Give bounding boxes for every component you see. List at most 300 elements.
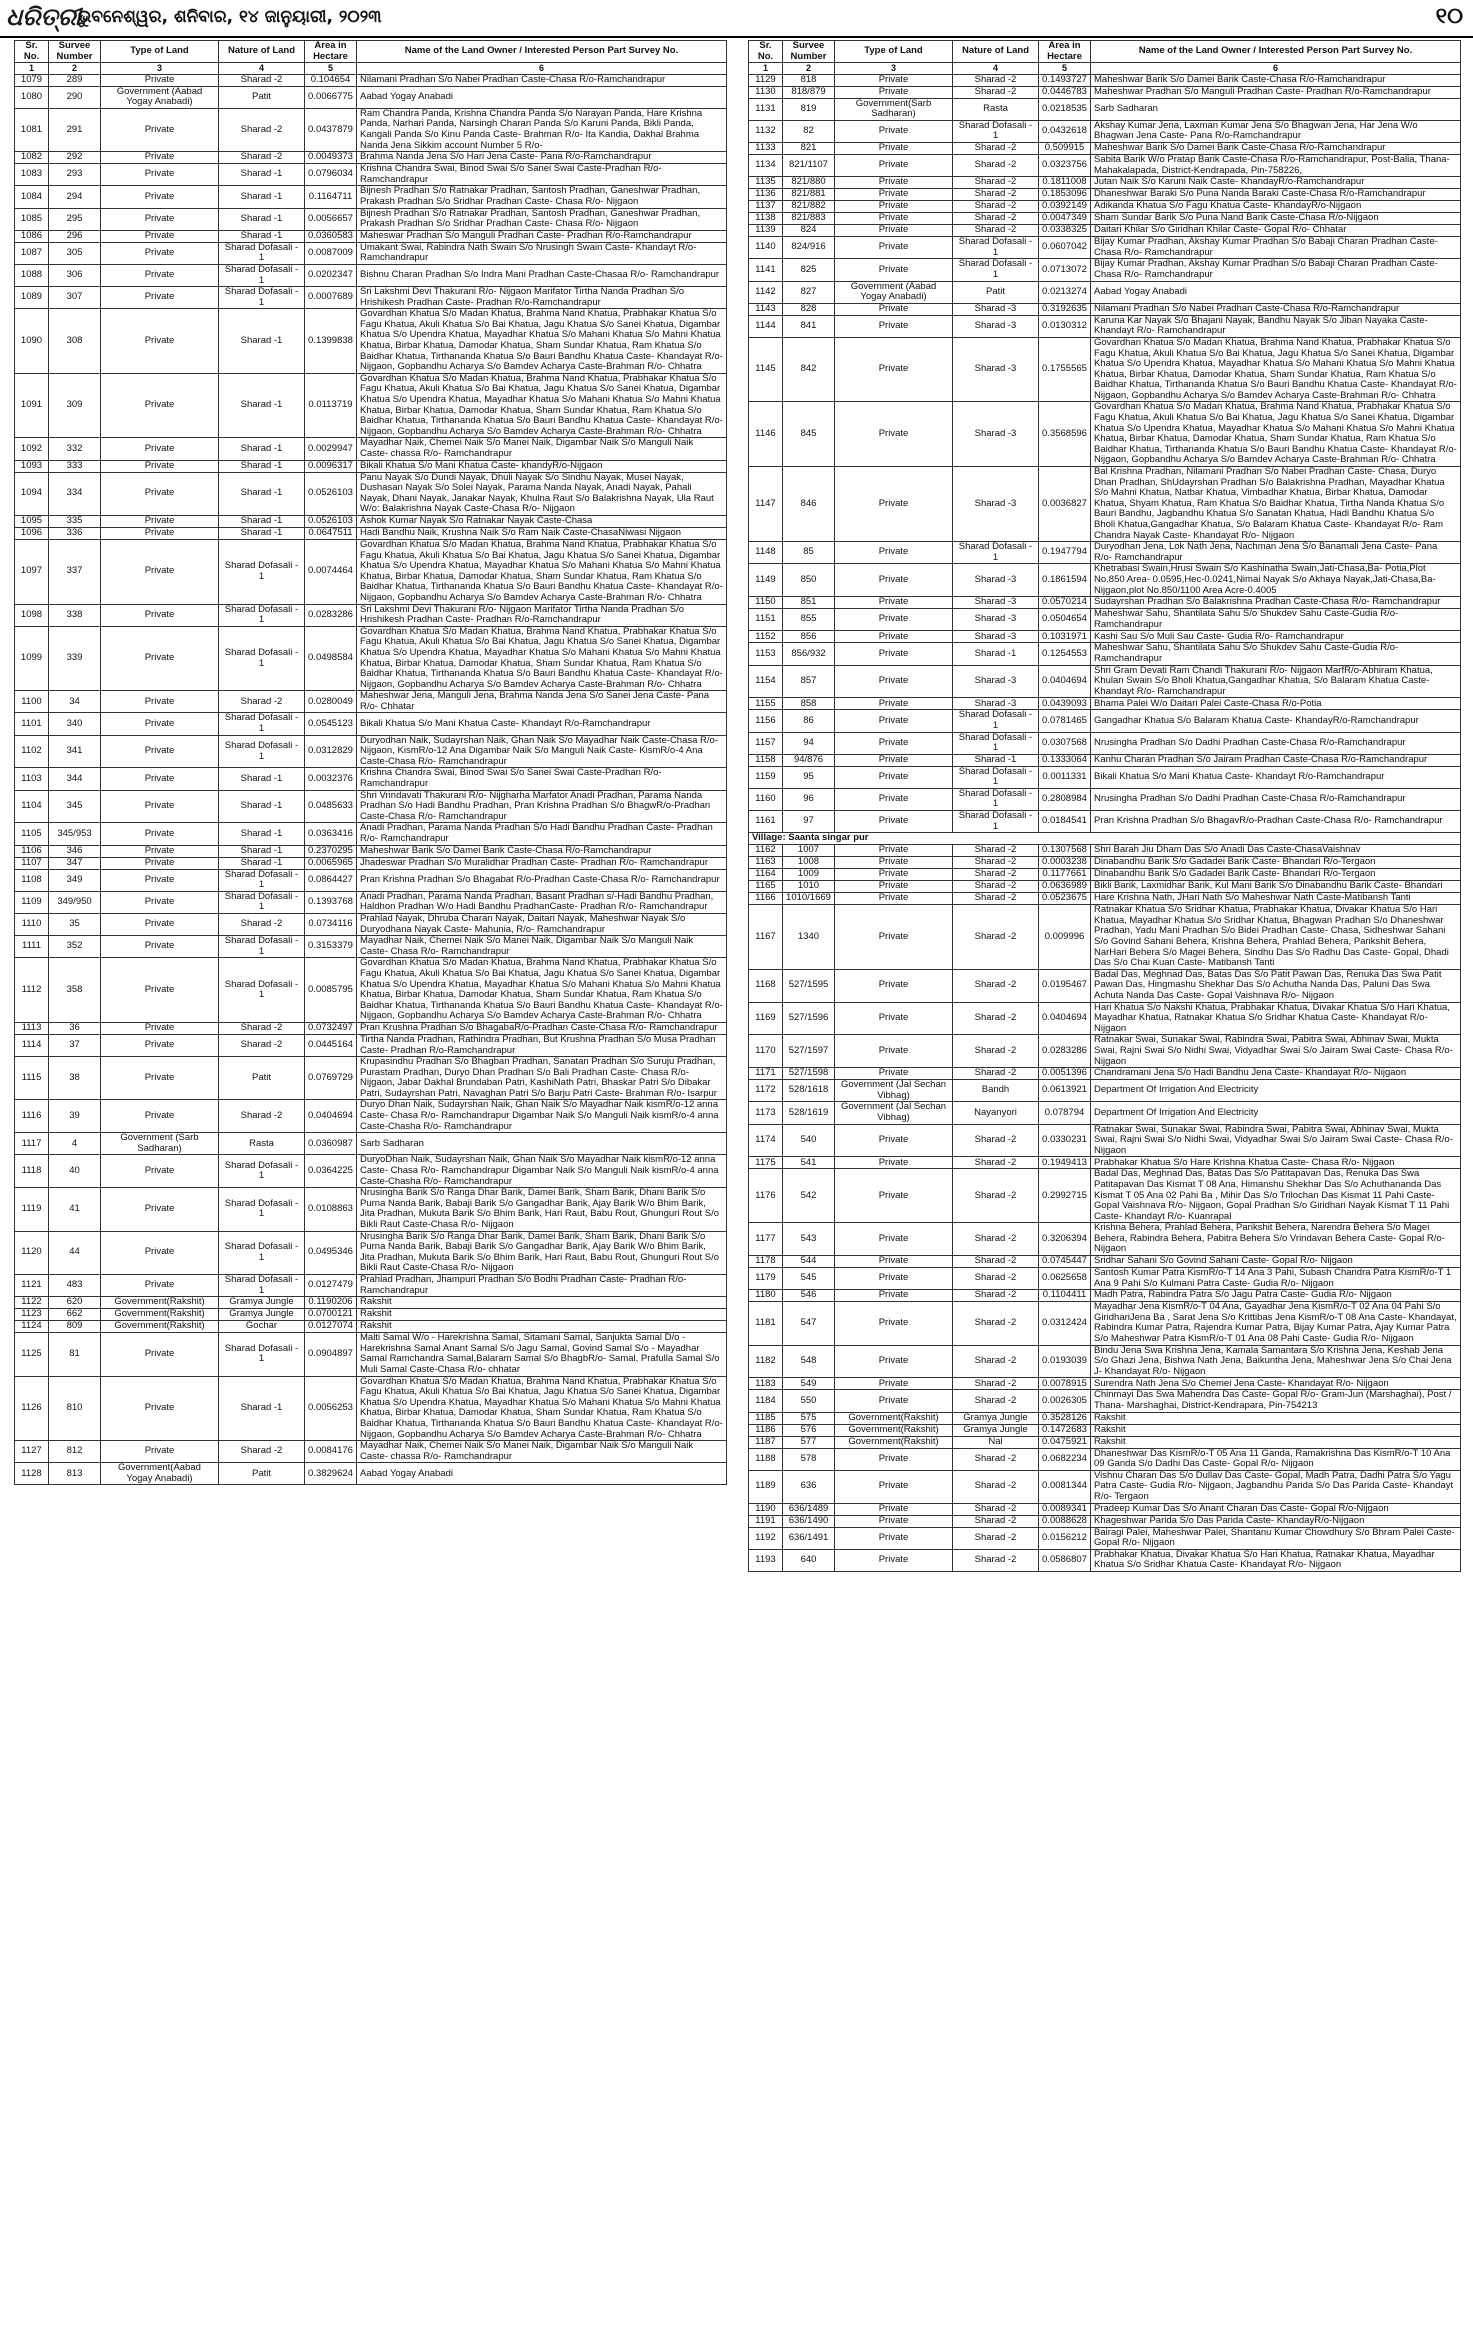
cell-survey-number: 39 bbox=[49, 1100, 101, 1133]
cell-type-of-land: Private bbox=[101, 539, 219, 604]
cell-type-of-land: Private bbox=[835, 665, 953, 698]
cell-sr-no: 1113 bbox=[15, 1022, 49, 1034]
cell-sr-no: 1085 bbox=[15, 208, 49, 230]
cell-owner: Jhadeswar Pradhan S/o Muralidhar Pradhan Caste- Pradhan R/o- Ramchandrapur bbox=[357, 857, 727, 869]
table-row bbox=[749, 1412, 1461, 1424]
cell-owner: Daitari Khilar S/o Giridhan Khilar Caste- Gopal R/o- Chhatar bbox=[1091, 225, 1461, 237]
header-row bbox=[749, 41, 1461, 63]
cell-area: 0.0193039 bbox=[1039, 1345, 1091, 1378]
cell-owner: Ram Chandra Panda, Krishna Chandra Panda S/o Narayan Panda, Hare Krishna Panda, Narhari Panda, Narsingh Charan Panda S/o Karuni Panda, Bikli Panda, Kangali Panda S/o Kinu Panda Caste- Brahman R/o- Ita Kandia, Dakhal Brahma Nanda Jena Sikkim account Number 5 R/o- bbox=[357, 108, 727, 151]
cell-sr-no: 1189 bbox=[749, 1470, 783, 1503]
cell-area: 0.0032376 bbox=[305, 768, 357, 790]
cell-area: 0.0392149 bbox=[1039, 201, 1091, 213]
cell-type-of-land: Private bbox=[835, 857, 953, 869]
cell-owner: Shri Barah Jiu Dham Das S/o Anadi Das Caste-ChasaVaishnav bbox=[1091, 845, 1461, 857]
cell-survey-number: 295 bbox=[49, 208, 101, 230]
cell-survey-number: 636/1489 bbox=[783, 1503, 835, 1515]
cell-sr-no: 1095 bbox=[15, 515, 49, 527]
table-row bbox=[749, 631, 1461, 643]
cell-owner: Bhama Palei W/o Daitari Palei Caste-Chasa R/o-Potia bbox=[1091, 698, 1461, 710]
cell-owner: Krishna Behera, Prahlad Behera, Parikshit Behera, Narendra Behera S/o Magei Behera, Rabindra Behera, Pabitra Behera S/o Vrindavan Behera Caste- Gopal R/o- Nijgaon bbox=[1091, 1223, 1461, 1256]
table-row bbox=[15, 1133, 727, 1155]
cell-survey-number: 305 bbox=[49, 242, 101, 264]
cell-owner: Govardhan Khatua S/o Madan Khatua, Brahma Nand Khatua, Prabhakar Khatua S/o Fagu Khatua, Akuli Khatua S/o Bai Khatua, Jagu Khatua S/o Sanei Khatua, Digambar Khatua S/o Upendra Khatua, Mayadhar Khatua S/o Mahani Khatua S/o Mahni Khatua Khatua, Birbar Khatua, Damodar Khatua, Sham Sundar Khatua, Ram Khatua S/o Baidhar Khatua, Tirthananda Khatua S/o Bauri Bandhu Khatua Caste- Khandayat R/o-Nijgaon, Gopbandhu Acharya S/o Bamdev Acharya Caste-Brahman R/o- Chhatra bbox=[357, 309, 727, 374]
cell-owner: Govardhan Khatua S/o Madan Khatua, Brahma Nand Khatua, Prabhakar Khatua S/o Fagu Khatua, Akuli Khatua S/o Bai Khatua, Jagu Khatua S/o Sanei Khatua, Digambar Khatua S/o Upendra Khatua, Mayadhar Khatua S/o Mahani Khatua S/o Mahni Khatua Khatua, Birbar Khatua, Damodar Khatua, Sham Sundar Khatua, Ram Khatua S/o Baidhar Khatua, Tirthananda Khatua S/o Bauri Bandhu Khatua Caste- Khandayat R/o-Nijgaon, Gopbandhu Acharya S/o Bamdev Acharya Caste-Brahman R/o- Chhatra bbox=[357, 958, 727, 1023]
cell-sr-no: 1140 bbox=[749, 237, 783, 259]
table-row bbox=[749, 1515, 1461, 1527]
cell-type-of-land: Private bbox=[835, 1256, 953, 1268]
cell-owner: Mayadhar Jena KismR/o-T 04 Ana, Gayadhar Jena KismR/o-T 02 Ana 04 Pahi S/o GiridhariJena Ba , Sarat Jena S/o Krittibas Jena KismR/o-T 08 Ana Caste- Khandayat, Rabindra Kumar Patra, Rajendra Kumar Patra, Bijay Kumar Patra, Ajay Kumar Patra S/o Maheshwar Patra KismR/o-T 01 Ana 08 Pahi Caste- Gudia R/o- Nijgaon bbox=[1091, 1302, 1461, 1345]
cell-survey-number: 821/1107 bbox=[783, 154, 835, 176]
table-row bbox=[749, 1527, 1461, 1549]
cell-sr-no: 1190 bbox=[749, 1503, 783, 1515]
cell-nature-of-land: Sharad Dofasali - 1 bbox=[953, 788, 1039, 810]
cell-owner: Mayadhar Naik, Chemei Naik S/o Manei Naik, Digambar Naik S/o Manguli Naik Caste- Chasa R/o- Ramchandrapur bbox=[357, 936, 727, 958]
cell-area: 0.0036827 bbox=[1039, 467, 1091, 542]
cell-area: 0.0081344 bbox=[1039, 1470, 1091, 1503]
cell-survey-number: 845 bbox=[783, 402, 835, 467]
cell-type-of-land: Government (Jal Sechan Vibhag) bbox=[835, 1080, 953, 1102]
cell-area: 0.0586807 bbox=[1039, 1549, 1091, 1571]
cell-owner: Bijnesh Pradhan S/o Ratnakar Pradhan, Santosh Pradhan, Ganeshwar Pradhan, Prakash Pradhan S/o Sridhar Pradhan Caste- Chasa R/o- Nijgaon bbox=[357, 208, 727, 230]
cell-nature-of-land: Sharad -1 bbox=[219, 373, 305, 438]
cell-owner: Sri Lakshmi Devi Thakurani R/o- Nijgaon Marifator Tirtha Nanda Pradhan S/o Hrishikesh Pradhan Caste- Pradhan R/o-Ramchandrapur bbox=[357, 604, 727, 626]
cell-nature-of-land: Sharad -2 bbox=[953, 869, 1039, 881]
cell-survey-number: 96 bbox=[783, 788, 835, 810]
cell-nature-of-land: Sharad Dofasali - 1 bbox=[219, 869, 305, 891]
table-row bbox=[15, 108, 727, 151]
cell-owner: Nrusingha Barik S/o Ranga Dhar Barik, Damei Barik, Sham Barik, Dhani Barik S/o Purna Nanda Barik, Babaji Barik S/o Gangadhar Barik, Ajay Barik W/o Bhim Barik, Jita Pradhan, Mukuta Barik S/o Bhim Barik, Hari Raut, Babu Rout, Ghunguri Rout S/o Bikli Raut Caste-Chasa R/o- Nijgaon bbox=[357, 1188, 727, 1231]
cell-type-of-land: Private bbox=[101, 1274, 219, 1296]
cell-owner: Bikali Khatua S/o Mani Khatua Caste- Khandayt R/o-Ramchandrapur bbox=[357, 713, 727, 735]
cell-area: 0.0127479 bbox=[305, 1274, 357, 1296]
cell-survey-number: 821/880 bbox=[783, 177, 835, 189]
cell-survey-number: 346 bbox=[49, 845, 101, 857]
cell-type-of-land: Private bbox=[101, 936, 219, 958]
table-row bbox=[15, 539, 727, 604]
cell-type-of-land: Private bbox=[101, 626, 219, 691]
table-row bbox=[749, 893, 1461, 905]
cell-nature-of-land: Sharad Dofasali - 1 bbox=[953, 542, 1039, 564]
cell-owner: Mayadhar Naik, Chemei Naik S/o Manei Naik, Digambar Naik S/o Manguli Naik Caste- chassa R/o- Ramchandrapur bbox=[357, 1441, 727, 1463]
table-row bbox=[15, 1376, 727, 1441]
cell-sr-no: 1097 bbox=[15, 539, 49, 604]
cell-area: 0.0029947 bbox=[305, 438, 357, 460]
cell-nature-of-land: Sharad -1 bbox=[219, 164, 305, 186]
cell-type-of-land: Private bbox=[101, 460, 219, 472]
table-row bbox=[15, 604, 727, 626]
cell-type-of-land: Private bbox=[835, 811, 953, 833]
cell-area: 0.0338325 bbox=[1039, 225, 1091, 237]
cell-type-of-land: Private bbox=[835, 337, 953, 402]
cell-survey-number: 1010 bbox=[783, 881, 835, 893]
cell-sr-no: 1193 bbox=[749, 1549, 783, 1571]
cell-type-of-land: Private bbox=[835, 142, 953, 154]
cell-area: 0.0796034 bbox=[305, 164, 357, 186]
cell-sr-no: 1178 bbox=[749, 1256, 783, 1268]
cell-nature-of-land: Sharad -2 bbox=[953, 213, 1039, 225]
cell-sr-no: 1176 bbox=[749, 1169, 783, 1223]
cell-area: 0.0085795 bbox=[305, 958, 357, 1023]
cell-area: 0.0360987 bbox=[305, 1133, 357, 1155]
cell-survey-number: 4 bbox=[49, 1133, 101, 1155]
table-row bbox=[15, 845, 727, 857]
cell-nature-of-land: Sharad -1 bbox=[219, 472, 305, 515]
cell-survey-number: 334 bbox=[49, 472, 101, 515]
table-row bbox=[749, 98, 1461, 120]
table-row bbox=[749, 1035, 1461, 1068]
cell-owner: Bijay Kumar Pradhan, Akshay Kumar Pradhan S/o Babaji Charan Pradhan Caste-Chasa R/o- Ramchandrapur bbox=[1091, 259, 1461, 281]
cell-owner: Prabhakar Khatua S/o Hare Krishna Khatua Caste- Chasa R/o- Nijgaon bbox=[1091, 1157, 1461, 1169]
cell-type-of-land: Private bbox=[835, 467, 953, 542]
cell-nature-of-land: Sharad -2 bbox=[953, 1268, 1039, 1290]
cell-nature-of-land: Sharad -2 bbox=[953, 1256, 1039, 1268]
cell-survey-number: 332 bbox=[49, 438, 101, 460]
cell-type-of-land: Private bbox=[101, 845, 219, 857]
cell-nature-of-land: Sharad Dofasali - 1 bbox=[219, 626, 305, 691]
cell-owner: Bikli Barik, Laxmidhar Barik, Kul Mani Barik S/o Dinabandhu Barik Caste- Bhandari bbox=[1091, 881, 1461, 893]
cell-sr-no: 1171 bbox=[749, 1068, 783, 1080]
cell-sr-no: 1086 bbox=[15, 230, 49, 242]
cell-owner: Sham Sundar Barik S/o Puna Nand Barik Caste-Chasa R/o-Nijgaon bbox=[1091, 213, 1461, 225]
cell-survey-number: 40 bbox=[49, 1155, 101, 1188]
cell-owner: Dinabandhu Barik S/o Gadadei Barik Caste- Bhandari R/o-Tergaon bbox=[1091, 869, 1461, 881]
cell-area: 0.0745447 bbox=[1039, 1256, 1091, 1268]
cell-owner: Prabhakar Khatua, Divakar Khatua S/o Hari Khatua, Ratnakar Khatua, Mayadhar Khatua S/o Sridhar Khatua Caste- Khandayat R/o- Nijgaon bbox=[1091, 1549, 1461, 1571]
table-row bbox=[749, 1157, 1461, 1169]
cell-type-of-land: Private bbox=[835, 1549, 953, 1571]
cell-nature-of-land: Gochar bbox=[219, 1321, 305, 1333]
cell-survey-number: 856 bbox=[783, 631, 835, 643]
land-table-left bbox=[14, 40, 727, 1485]
cell-type-of-land: Private bbox=[835, 1223, 953, 1256]
cell-area: 0.0026305 bbox=[1039, 1390, 1091, 1412]
cell-nature-of-land: Sharad -2 bbox=[953, 1068, 1039, 1080]
cell-survey-number: 550 bbox=[783, 1390, 835, 1412]
cell-area: 0.104654 bbox=[305, 74, 357, 86]
cell-nature-of-land: Sharad -1 bbox=[219, 1376, 305, 1441]
cell-survey-number: 809 bbox=[49, 1321, 101, 1333]
cell-nature-of-land: Sharad -1 bbox=[219, 768, 305, 790]
cell-owner: Sri Lakshmi Devi Thakurani R/o- Nijgaon Marifator Tirtha Nanda Pradhan S/o Hrishikesh Pradhan Caste- Pradhan R/o-Ramchandrapur bbox=[357, 287, 727, 309]
cell-owner: Dinabandhu Barik S/o Gadadei Barik Caste- Bhandari R/o-Tergaon bbox=[1091, 857, 1461, 869]
cell-nature-of-land: Sharad -2 bbox=[219, 108, 305, 151]
table-row bbox=[15, 186, 727, 208]
cell-sr-no: 1184 bbox=[749, 1390, 783, 1412]
table-row bbox=[749, 1436, 1461, 1448]
cell-owner: Bishnu Charan Pradhan S/o Indra Mani Pradhan Caste-Chasaa R/o- Ramchandrapur bbox=[357, 264, 727, 286]
cell-owner: Pran Krushna Pradhan S/o BhagabaR/o-Pradhan Caste-Chasa R/o- Ramchandrapur bbox=[357, 1022, 727, 1034]
table-row bbox=[749, 213, 1461, 225]
cell-owner: Surendra Nath Jena S/o Chemei Jena Caste- Khandayat R/o- Nijgaon bbox=[1091, 1378, 1461, 1390]
cell-survey-number: 813 bbox=[49, 1463, 101, 1485]
cell-survey-number: 818/879 bbox=[783, 86, 835, 98]
cell-type-of-land: Private bbox=[101, 735, 219, 768]
table-row bbox=[749, 597, 1461, 609]
cell-owner: Govardhan Khatua S/o Madan Khatua, Brahma Nand Khatua, Prabhakar Khatua S/o Fagu Khatua, Akuli Khatua S/o Bai Khatua, Jagu Khatua S/o Sanei Khatua, Digambar Khatua S/o Upendra Khatua, Mayadhar Khatua S/o Mahani Khatua S/o Mahni Khatua Khatua, Birbar Khatua, Damodar Khatua, Sham Sundar Khatua, Ram Khatua S/o Baidhar Khatua, Tirthananda Khatua S/o Bauri Bandhu Khatua Caste- Khandayat R/o-Nijgaon, Gopbandhu Acharya S/o Bamdev Acharya Caste-Brahman R/o- Chhatra bbox=[1091, 402, 1461, 467]
cell-type-of-land: Private bbox=[835, 869, 953, 881]
cell-nature-of-land: Sharad -2 bbox=[953, 1035, 1039, 1068]
cell-area: 0.2808984 bbox=[1039, 788, 1091, 810]
cell-area: 0.0195467 bbox=[1039, 969, 1091, 1002]
cell-owner: Anadi Pradhan, Parama Nanda Pradhan S/o Hadi Bandhu Pradhan Caste- Pradhan R/o- Ramchandrapur bbox=[357, 823, 727, 845]
table-row bbox=[749, 259, 1461, 281]
cell-owner: Bijnesh Pradhan S/o Ratnakar Pradhan, Santosh Pradhan, Ganeshwar Pradhan, Prakash Pradhan S/o Sridhar Pradhan Caste- Chasa R/o- Nijgaon bbox=[357, 186, 727, 208]
cell-nature-of-land: Sharad -3 bbox=[953, 564, 1039, 597]
table-row bbox=[749, 564, 1461, 597]
table-row bbox=[15, 1231, 727, 1274]
cell-sr-no: 1158 bbox=[749, 754, 783, 766]
cell-owner: Bal Krishna Pradhan, Nilamani Pradhan S/o Nabei Pradhan Caste- Chasa, Duryo Dhan Pradhan, ShUdayrshan Pradhan S/o Balakrishna Pradhan, Mayadhar Khatua S/o Mahni Khatua, Natbar Khatua, Vimbadhar Khatua, Birbar Khatua, Damodar Khatua, Shyam Khatua, Ram Khatua S/o Baidhar Khatua, Tirtha Nanda Khatua S/o Bauri Bandhu, Jagbandhu Khatua S/o Sanatan Khatua, Hadi Bandhu Khatua S/o Bholi Khatua,Gangadhar Khatua, S/o Balaram Khatua Caste- Khandayat R/o- Ram Chandra Nayak Caste- Khandayat R/o- Nijgaon bbox=[1091, 467, 1461, 542]
cell-survey-number: 294 bbox=[49, 186, 101, 208]
cell-nature-of-land: Sharad Dofasali - 1 bbox=[953, 259, 1039, 281]
table-body-right bbox=[749, 74, 1461, 1571]
table-row bbox=[749, 665, 1461, 698]
header-nature-of-land: Nature of Land bbox=[953, 41, 1039, 63]
cell-area: 0.0087009 bbox=[305, 242, 357, 264]
table-row bbox=[749, 154, 1461, 176]
cell-sr-no: 1126 bbox=[15, 1376, 49, 1441]
table-row bbox=[15, 527, 727, 539]
cell-area: 0.2370295 bbox=[305, 845, 357, 857]
cell-area: 0.0283286 bbox=[305, 604, 357, 626]
cell-sr-no: 1088 bbox=[15, 264, 49, 286]
header-row bbox=[15, 41, 727, 63]
cell-area: 0.0074464 bbox=[305, 539, 357, 604]
header-type-of-land: Type of Land bbox=[101, 41, 219, 63]
cell-owner: Maheshwar Pradhan S/o Manguli Pradhan Caste- Pradhan R/o-Ramchandrapur bbox=[1091, 86, 1461, 98]
cell-owner: Sudayrshan Pradhan S/o Balakrishna Pradhan Caste-Chasa R/o- Ramchandrapur bbox=[1091, 597, 1461, 609]
cell-owner: Sarb Sadharan bbox=[357, 1133, 727, 1155]
cell-type-of-land: Private bbox=[101, 152, 219, 164]
cell-survey-number: 547 bbox=[783, 1302, 835, 1345]
cell-owner: Shri Vrindavati Thakurani R/o- Nijgharha Marfator Anadi Pradhan, Parama Nanda Pradhan S/o Hadi Bandhu Pradhan, Pran Krishna Pradhan S/o BhagwR/o-Pradhan Caste-Chasa R/o- Ramchandrapur bbox=[357, 790, 727, 823]
cell-owner: Bindu Jena Swa Krishna Jena, Kamala Samantara S/o Krishna Jena, Keshab Jena S/o Ghazi Jena, Bishwa Nath Jena, Baikuntha Jena, Maheshwar Jena S/o Chai Jena J- Khandayat R/o- Nijgaon bbox=[1091, 1345, 1461, 1378]
table-row bbox=[15, 1309, 727, 1321]
cell-owner: Rakshit bbox=[1091, 1436, 1461, 1448]
cell-type-of-land: Government(Rakshit) bbox=[101, 1321, 219, 1333]
cell-nature-of-land: Sharad -2 bbox=[953, 225, 1039, 237]
cell-sr-no: 1083 bbox=[15, 164, 49, 186]
cell-nature-of-land: Sharad -3 bbox=[953, 631, 1039, 643]
cell-sr-no: 1102 bbox=[15, 735, 49, 768]
cell-nature-of-land: Sharad -2 bbox=[953, 905, 1039, 970]
cell-nature-of-land: Sharad -2 bbox=[953, 189, 1039, 201]
cell-owner: Bairagi Palei, Maheshwar Palei, Shantanu Kumar Chowdhury S/o Bhram Palei Caste- Gopal R/o- Nijgaon bbox=[1091, 1527, 1461, 1549]
table-row bbox=[749, 710, 1461, 732]
cell-owner: Prahlad Nayak, Dhruba Charan Nayak, Daitari Nayak, Maheshwar Nayak S/o Duryodhana Nayak Caste- Mahunia, R/o- Ramchandrapur bbox=[357, 913, 727, 935]
cell-area: 0.0084176 bbox=[305, 1441, 357, 1463]
cell-owner: Panu Nayak S/o Dundi Nayak, Dhuli Nayak S/o Sindhu Nayak, Musei Nayak, Dushasan Nayak S/o Solei Nayak, Parama Nanda Nayak, Anadi Nayak, Pahali Nayak, Dhani Nayak, Janakar Nayak, Khulna Raut S/o Balakrishna Nayak, Ula Raut W/o: Balakrishna Nayak Caste-Chasa R/o- Nijgaon bbox=[357, 472, 727, 515]
cell-owner: Khageshwar Parida S/o Das Parida Caste- KhandayR/o-Nijgaon bbox=[1091, 1515, 1461, 1527]
cell-sr-no: 1136 bbox=[749, 189, 783, 201]
cell-area: 0.0446783 bbox=[1039, 86, 1091, 98]
column-number: 4 bbox=[953, 63, 1039, 75]
cell-survey-number: 810 bbox=[49, 1376, 101, 1441]
header-nature-of-land: Nature of Land bbox=[219, 41, 305, 63]
cell-type-of-land: Private bbox=[101, 958, 219, 1023]
cell-survey-number: 543 bbox=[783, 1223, 835, 1256]
cell-type-of-land: Private bbox=[835, 1157, 953, 1169]
cell-area: 0.2992715 bbox=[1039, 1169, 1091, 1223]
header-sr-no: Sr. No. bbox=[749, 41, 783, 63]
village-heading-row bbox=[749, 833, 1461, 845]
cell-nature-of-land: Sharad -2 bbox=[953, 1448, 1039, 1470]
table-row bbox=[15, 86, 727, 108]
table-row bbox=[15, 472, 727, 515]
cell-owner: Hari Khatua S/o Nakshi Khatua, Prabhakar Khatua, Divakar Khatua S/o Hari Khatua, Mayadhar Khatua, Ratnakar Khatua S/o Sridhar Khatua Caste- Khandayat R/o- Nijgaon bbox=[1091, 1002, 1461, 1035]
cell-area: 0.509915 bbox=[1039, 142, 1091, 154]
cell-owner: Prahlad Pradhan, Jhampuri Pradhan S/o Bodhi Pradhan Caste- Pradhan R/o- Ramchandrapur bbox=[357, 1274, 727, 1296]
cell-sr-no: 1168 bbox=[749, 969, 783, 1002]
cell-nature-of-land: Sharad -2 bbox=[953, 1290, 1039, 1302]
cell-sr-no: 1094 bbox=[15, 472, 49, 515]
cell-survey-number: 548 bbox=[783, 1345, 835, 1378]
cell-owner: Aabad Yogay Anabadi bbox=[1091, 281, 1461, 303]
cell-owner: Khetrabasi Swain,Hrusi Swain S/o Kashinatha Swain,Jati-Chasa,Ba- Potia,Plot No.850 Area- 0.0595,Hec-0.0241,Nimai Nayak S/o Akhaya Nayak,Jati-Chasa,Ba-Nijgaon,plot No.850/1100 Area Acre-0.4005 bbox=[1091, 564, 1461, 597]
cell-nature-of-land: Sharad -2 bbox=[953, 1470, 1039, 1503]
cell-owner: Krupasindhu Pradhan S/o Bhagban Pradhan, Sanatan Pradhan S/o Suruju Pradhan, Purastam Pradhan, Duryo Dhan Pradhan S/o Bali Pradhan Caste- Chasa R/o- Nijgaon, Jabar Dakhal Brundaban Patri, KashiNath Patri, Bhaskar Patri S/o Dibakar Patri, Sudayrshan Patri, Navaghan Patri S/o Barju Patri Caste- Brahman R/o- Isarpur bbox=[357, 1057, 727, 1100]
cell-survey-number: 308 bbox=[49, 309, 101, 374]
cell-type-of-land: Private bbox=[101, 857, 219, 869]
cell-sr-no: 1153 bbox=[749, 643, 783, 665]
cell-survey-number: 846 bbox=[783, 467, 835, 542]
cell-survey-number: 577 bbox=[783, 1436, 835, 1448]
cell-type-of-land: Private bbox=[101, 74, 219, 86]
cell-area: 0.0330231 bbox=[1039, 1124, 1091, 1157]
cell-area: 0.0312424 bbox=[1039, 1302, 1091, 1345]
cell-survey-number: 527/1596 bbox=[783, 1002, 835, 1035]
cell-area: 0.0647511 bbox=[305, 527, 357, 539]
cell-survey-number: 851 bbox=[783, 597, 835, 609]
cell-nature-of-land: Sharad -1 bbox=[219, 186, 305, 208]
cell-survey-number: 824/916 bbox=[783, 237, 835, 259]
cell-nature-of-land: Sharad -3 bbox=[953, 303, 1039, 315]
table-row bbox=[749, 1068, 1461, 1080]
cell-type-of-land: Private bbox=[101, 691, 219, 713]
cell-type-of-land: Private bbox=[835, 213, 953, 225]
cell-nature-of-land: Sharad -2 bbox=[953, 857, 1039, 869]
cell-area: 0.1393768 bbox=[305, 891, 357, 913]
cell-nature-of-land: Sharad -1 bbox=[219, 438, 305, 460]
cell-type-of-land: Private bbox=[835, 1345, 953, 1378]
cell-nature-of-land: Sharad Dofasali - 1 bbox=[953, 710, 1039, 732]
cell-area: 0.1853096 bbox=[1039, 189, 1091, 201]
cell-owner: Dhaneshwar Baraki S/o Puna Nanda Baraki Caste-Chasa R/o-Ramchandrapur bbox=[1091, 189, 1461, 201]
cell-owner: Pradeep Kumar Das S/o Anant Charan Das Caste- Gopal R/o-Nijgaon bbox=[1091, 1503, 1461, 1515]
cell-type-of-land: Private bbox=[835, 1169, 953, 1223]
cell-survey-number: 620 bbox=[49, 1297, 101, 1309]
cell-nature-of-land: Sharad -2 bbox=[219, 1034, 305, 1056]
cell-sr-no: 1112 bbox=[15, 958, 49, 1023]
table-row bbox=[749, 237, 1461, 259]
cell-survey-number: 821/881 bbox=[783, 189, 835, 201]
cell-area: 0.0156212 bbox=[1039, 1527, 1091, 1549]
cell-type-of-land: Government(Rakshit) bbox=[835, 1436, 953, 1448]
cell-sr-no: 1089 bbox=[15, 287, 49, 309]
cell-survey-number: 821/883 bbox=[783, 213, 835, 225]
cell-survey-number: 549 bbox=[783, 1378, 835, 1390]
cell-nature-of-land: Sharad Dofasali - 1 bbox=[219, 735, 305, 768]
cell-nature-of-land: Sharad -2 bbox=[219, 913, 305, 935]
cell-type-of-land: Private bbox=[101, 527, 219, 539]
cell-type-of-land: Private bbox=[835, 1035, 953, 1068]
cell-nature-of-land: Sharad Dofasali - 1 bbox=[219, 713, 305, 735]
cell-survey-number: 81 bbox=[49, 1333, 101, 1376]
cell-sr-no: 1143 bbox=[749, 303, 783, 315]
cell-sr-no: 1161 bbox=[749, 811, 783, 833]
cell-type-of-land: Private bbox=[101, 373, 219, 438]
table-row bbox=[749, 281, 1461, 303]
cell-sr-no: 1156 bbox=[749, 710, 783, 732]
cell-type-of-land: Private bbox=[835, 845, 953, 857]
table-row bbox=[749, 1390, 1461, 1412]
cell-owner: Duryodhan Naik, Sudayrshan Naik, Ghan Naik S/o Mayadhar Naik Caste-Chasa R/o- Nijgaon, KismR/o-12 Ana Digambar Naik S/o Manguli Naik Caste- KismR/o-4 Ana Caste-Chasa R/o- Ramchandrapur bbox=[357, 735, 727, 768]
cell-owner: Umakant Swai, Rabindra Nath Swain S/o Nrusingh Swain Caste- Khandayt R/o- Ramchandrapur bbox=[357, 242, 727, 264]
cell-nature-of-land: Sharad -1 bbox=[219, 515, 305, 527]
cell-area: 0.0066775 bbox=[305, 86, 357, 108]
table-row bbox=[15, 515, 727, 527]
cell-type-of-land: Private bbox=[835, 1378, 953, 1390]
cell-sr-no: 1142 bbox=[749, 281, 783, 303]
cell-owner: Maheshwar Barik S/o Damei Barik Caste-Chasa R/o-Ramchandrapur bbox=[1091, 142, 1461, 154]
cell-type-of-land: Private bbox=[835, 1290, 953, 1302]
cell-survey-number: 527/1595 bbox=[783, 969, 835, 1002]
cell-area: 0.3568596 bbox=[1039, 402, 1091, 467]
cell-type-of-land: Private bbox=[101, 1100, 219, 1133]
cell-type-of-land: Private bbox=[101, 1188, 219, 1231]
cell-area: 0.0078915 bbox=[1039, 1378, 1091, 1390]
cell-type-of-land: Private bbox=[835, 1503, 953, 1515]
cell-survey-number: 95 bbox=[783, 766, 835, 788]
cell-nature-of-land: Sharad -1 bbox=[219, 823, 305, 845]
cell-owner: Aabad Yogay Anabadi bbox=[357, 1463, 727, 1485]
cell-sr-no: 1162 bbox=[749, 845, 783, 857]
table-row bbox=[749, 732, 1461, 754]
cell-sr-no: 1157 bbox=[749, 732, 783, 754]
table-row bbox=[15, 309, 727, 374]
cell-area: 0.0011331 bbox=[1039, 766, 1091, 788]
cell-type-of-land: Private bbox=[101, 515, 219, 527]
cell-area: 0.0545123 bbox=[305, 713, 357, 735]
table-row bbox=[749, 869, 1461, 881]
table-row bbox=[15, 1155, 727, 1188]
cell-nature-of-land: Sharad Dofasali - 1 bbox=[953, 237, 1039, 259]
cell-survey-number: 483 bbox=[49, 1274, 101, 1296]
cell-survey-number: 290 bbox=[49, 86, 101, 108]
cell-area: 0.0089341 bbox=[1039, 1503, 1091, 1515]
cell-sr-no: 1131 bbox=[749, 98, 783, 120]
cell-sr-no: 1166 bbox=[749, 893, 783, 905]
table-row bbox=[15, 1297, 727, 1309]
cell-owner: Kashi Sau S/o Muli Sau Caste- Gudia R/o- Ramchandrapur bbox=[1091, 631, 1461, 643]
cell-sr-no: 1115 bbox=[15, 1057, 49, 1100]
cell-sr-no: 1132 bbox=[749, 120, 783, 142]
table-row bbox=[15, 1188, 727, 1231]
cell-area: 0.0504654 bbox=[1039, 609, 1091, 631]
cell-nature-of-land: Sharad -2 bbox=[953, 201, 1039, 213]
cell-survey-number: 528/1619 bbox=[783, 1102, 835, 1124]
cell-sr-no: 1090 bbox=[15, 309, 49, 374]
cell-sr-no: 1155 bbox=[749, 698, 783, 710]
cell-sr-no: 1148 bbox=[749, 542, 783, 564]
cell-area: 0.3192635 bbox=[1039, 303, 1091, 315]
cell-survey-number: 578 bbox=[783, 1448, 835, 1470]
cell-survey-number: 345/953 bbox=[49, 823, 101, 845]
cell-survey-number: 82 bbox=[783, 120, 835, 142]
table-row bbox=[15, 373, 727, 438]
cell-survey-number: 337 bbox=[49, 539, 101, 604]
